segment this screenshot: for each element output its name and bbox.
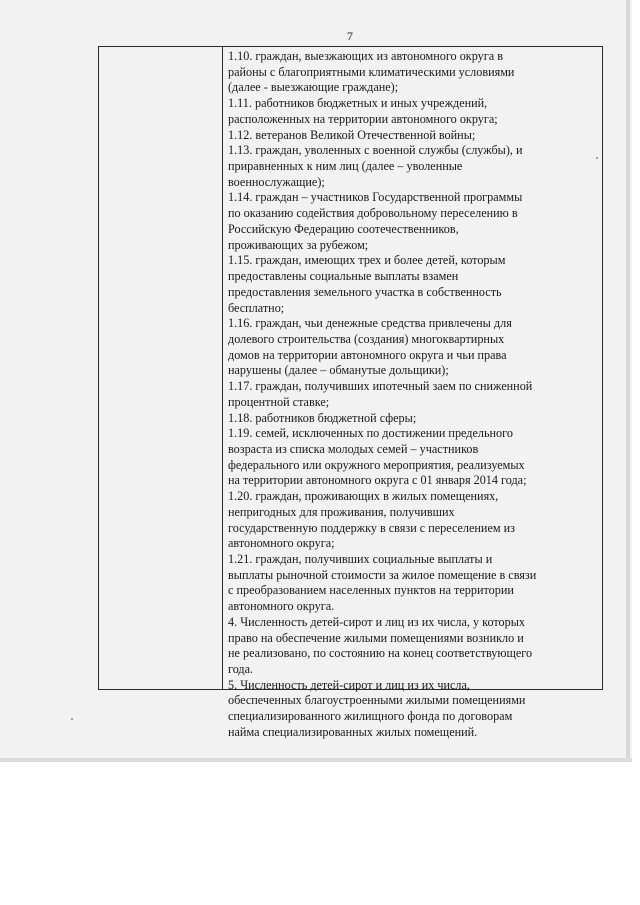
list-item: 1.12. ветеранов Великой Отечественной войны; (228, 127, 476, 142)
list-item: 1.20. граждан, проживающих в жилых помещениях, непригодных для проживания, получивших государственную поддержку в связи с переселением из автономного округа; (228, 489, 515, 551)
scan-speck (596, 157, 598, 159)
list-item: 1.15. граждан, имеющих трех и более детей, которым предоставлены социальные выплаты взамен предоставления земельного участка в собственность бесплатно; (228, 253, 506, 315)
scan-speck (71, 718, 73, 720)
list-item: 1.17. граждан, получивших ипотечный заем по сниженной процентной ставке; (228, 379, 533, 409)
list-item: 1.10. граждан, выезжающих из автономного округа в районы с благоприятными климатическими условиями (далее - выезжающие граждане); (228, 49, 515, 95)
list-item: 1.14. граждан – участников Государственной программы по оказанию содействия добровольному переселению в Российскую Федерацию соотечественников, проживающих за рубежом; (228, 190, 523, 252)
page-edge-shadow (0, 758, 632, 762)
list-item: 1.16. граждан, чьи денежные средства привлечены для долевого строительства (создания) многоквартирных домов на территории автономного округа и чьи права нарушены (далее – обманутые дольщики); (228, 316, 512, 378)
page-number: 7 (347, 29, 353, 43)
list-item: 1.18. работников бюджетной сферы; (228, 410, 417, 425)
list-item: 1.21. граждан, получивших социальные выплаты и выплаты рыночной стоимости за жилое помещение в связи с преобразованием населенных пунктов на территории автономного округа. (228, 552, 537, 614)
table-left-column (99, 47, 223, 689)
list-item: 1.13. граждан, уволенных с военной службы (службы), и приравненных к ним лиц (далее – уволенные военнослужащие); (228, 143, 523, 189)
list-item: 5. Численность детей-сирот и лиц из их числа, обеспеченных благоустроенными жилыми помещениями специализированного жилищного фонда по договорам найма специализированных жилых помещений. (228, 677, 526, 739)
list-item: 4. Численность детей-сирот и лиц из их числа, у которых право на обеспечение жилыми помещениями возникло и не реализовано, по состоянию на конец соответствующего года. (228, 614, 533, 677)
document-table (98, 46, 603, 739)
table-right-column (228, 49, 600, 741)
list-item: 1.19. семей, исключенных по достижении предельного возраста из списка молодых семей – участников федерального или окружного мероприятия, реализуемых на территории автономного округа с 01 января 2014 года; (228, 426, 527, 488)
page-edge-shadow (626, 0, 630, 762)
list-item: 1.11. работников бюджетных и иных учреждений, расположенных на территории автономного округа; (228, 96, 498, 126)
